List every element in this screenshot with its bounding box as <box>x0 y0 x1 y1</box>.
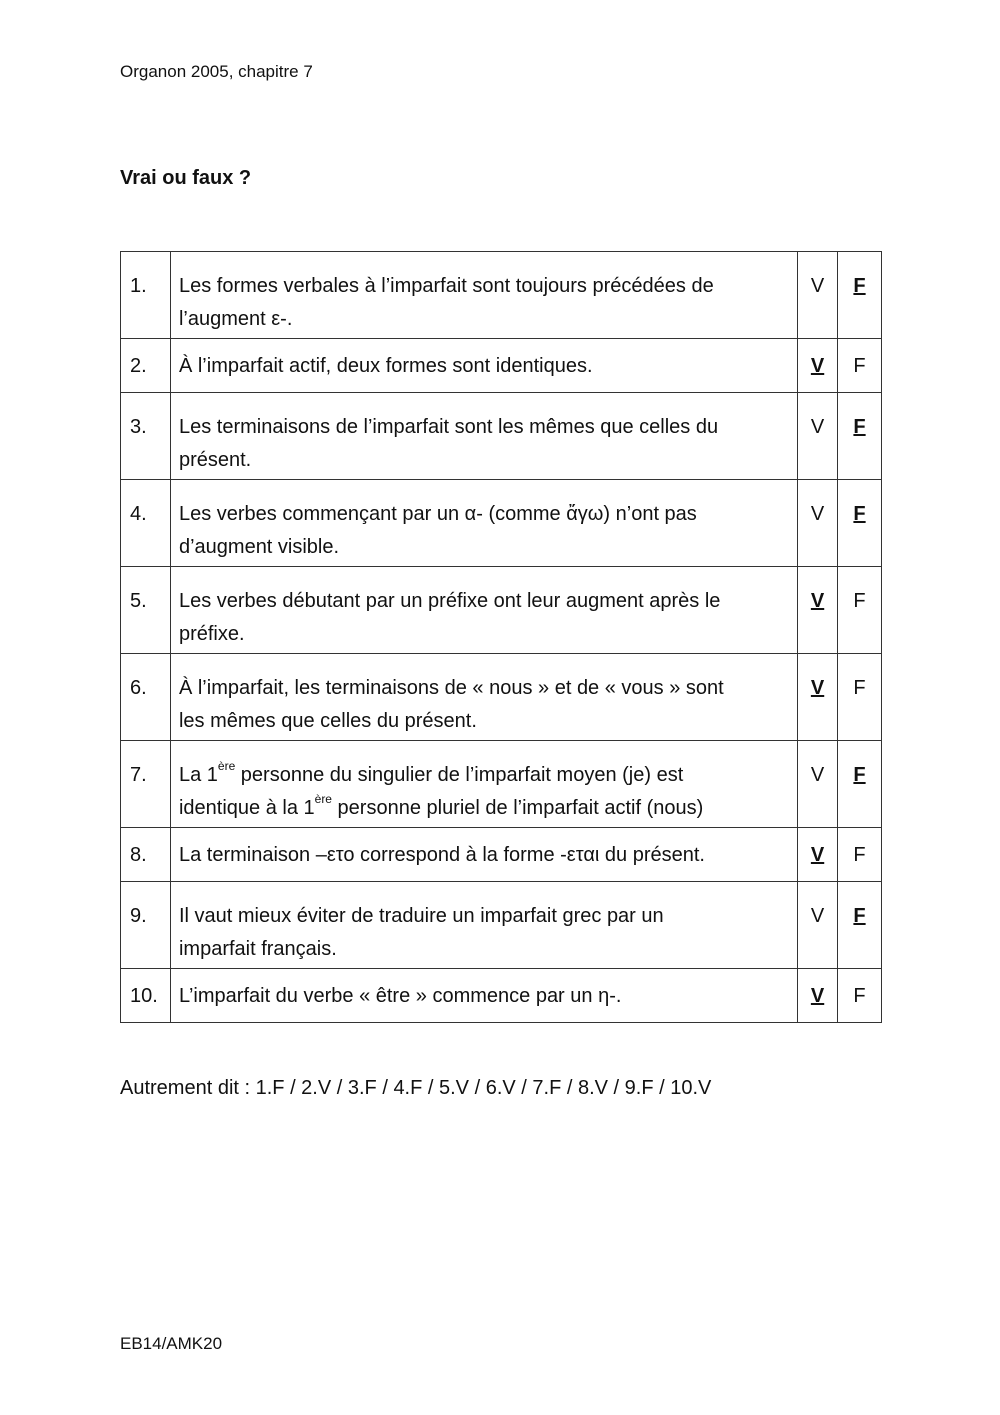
question-statement <box>170 393 797 480</box>
option-faux: F <box>838 969 882 1023</box>
table-row <box>121 339 882 393</box>
table-row <box>121 480 882 567</box>
question-number: 5. <box>121 567 171 654</box>
statement-line: préfixe. <box>178 623 245 645</box>
statement-line: les mêmes que celles du présent. <box>178 710 477 732</box>
page-footer: EB14/AMK20 <box>120 1334 223 1353</box>
option-faux: F <box>838 252 882 339</box>
option-faux: F <box>838 480 882 567</box>
table-row <box>121 654 882 741</box>
statement-line: Les verbes commençant par un α- (comme ἄγω) n’ont pas <box>178 503 697 525</box>
table-row <box>121 252 882 339</box>
table-row <box>121 393 882 480</box>
option-vrai: V <box>798 480 838 567</box>
statement-line: Les terminaisons de l’imparfait sont les mêmes que celles du <box>178 416 719 438</box>
table-row <box>121 828 882 882</box>
option-faux: F <box>838 741 882 828</box>
statement-line: d’augment visible. <box>178 536 340 558</box>
option-vrai: V <box>798 828 838 882</box>
answer-summary: Autrement dit : 1.F / 2.V / 3.F / 4.F / 5.V / 6.V / 7.F / 8.V / 9.F / 10.V <box>120 1077 712 1099</box>
question-statement <box>170 339 797 393</box>
statement-line: Les formes verbales à l’imparfait sont toujours précédées de <box>178 275 714 297</box>
question-statement <box>170 480 797 567</box>
true-false-table <box>120 251 882 1023</box>
option-vrai: V <box>798 393 838 480</box>
option-vrai: V <box>798 654 838 741</box>
question-statement <box>170 882 797 969</box>
option-vrai: V <box>798 882 838 969</box>
statement-line: Les verbes débutant par un préfixe ont leur augment après le <box>178 590 721 612</box>
statement-line: présent. <box>178 449 252 471</box>
true-false-table-body <box>121 252 882 1023</box>
statement-line: La terminaison –ετο correspond à la forme -εται du présent. <box>178 844 705 866</box>
table-row <box>121 741 882 828</box>
question-number: 7. <box>121 741 171 828</box>
question-statement <box>170 654 797 741</box>
question-number: 2. <box>121 339 171 393</box>
option-faux: F <box>838 828 882 882</box>
statement-line: l’augment ε-. <box>178 308 293 330</box>
option-vrai: V <box>798 252 838 339</box>
question-number: 6. <box>121 654 171 741</box>
statement-line: À l’imparfait actif, deux formes sont identiques. <box>178 355 593 377</box>
question-number: 10. <box>121 969 171 1023</box>
question-number: 1. <box>121 252 171 339</box>
page-header: Organon 2005, chapitre 7 <box>120 62 313 81</box>
table-row <box>121 567 882 654</box>
section-title: Vrai ou faux ? <box>120 167 252 189</box>
option-vrai: V <box>798 741 838 828</box>
statement-line: imparfait français. <box>178 938 337 960</box>
question-statement: La 1ère personne du singulier de l’imparfait moyen (je) est identique à la 1ère personne pluriel de l’imparfait actif (nous) <box>170 741 797 828</box>
question-statement <box>170 252 797 339</box>
question-number: 3. <box>121 393 171 480</box>
table-row <box>121 969 882 1023</box>
option-faux: F <box>838 339 882 393</box>
question-number: 8. <box>121 828 171 882</box>
question-number: 9. <box>121 882 171 969</box>
option-faux: F <box>838 567 882 654</box>
statement-line: L’imparfait du verbe « être » commence par un η-. <box>178 985 622 1007</box>
statement-line: Il vaut mieux éviter de traduire un imparfait grec par un <box>178 905 664 927</box>
question-statement <box>170 567 797 654</box>
table-row <box>121 882 882 969</box>
option-faux: F <box>838 393 882 480</box>
option-vrai: V <box>798 339 838 393</box>
question-statement <box>170 828 797 882</box>
statement-line: À l’imparfait, les terminaisons de « nous » et de « vous » sont <box>178 677 724 699</box>
option-faux: F <box>838 654 882 741</box>
option-vrai: V <box>798 567 838 654</box>
option-vrai: V <box>798 969 838 1023</box>
option-faux: F <box>838 882 882 969</box>
question-number: 4. <box>121 480 171 567</box>
question-statement <box>170 969 797 1023</box>
